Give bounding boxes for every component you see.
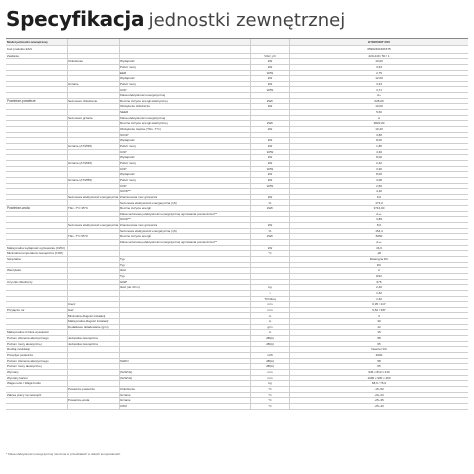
param-name: Sprężarka [7,257,21,261]
param-value: 1,62 [376,290,382,295]
param-detail: Typ [120,273,125,278]
param-unit: kW [267,172,273,177]
param-value: 3 [378,313,380,318]
param-detail: Wydajność [120,76,135,81]
param-detail: Pobór mocy [120,81,137,86]
param-value: 1,86 [376,144,382,148]
param-name: Zakres pracy na zewnątrz [7,392,42,397]
param-detail: Pobór mocy [120,144,137,148]
param-value: 2,75 [376,70,382,75]
param-value: -20 [376,251,382,256]
param-value: 12,00 [375,76,383,81]
specification-table [6,38,468,449]
param-unit: dB(A) [266,364,274,369]
param-unit: dB(A) [266,336,274,341]
param-value: 2,42 [376,160,382,165]
param-value: Rotacyjna DC [369,257,389,261]
param-detail: Roczne zużycie energii elektrycznej [120,98,168,103]
param-group: Grzanie (A7/W35) [68,144,93,148]
param-name: Maksymalna różnica wysokości [7,330,49,335]
param-detail: Klasa sezonowej efektywności energetycznej ogrzewania pomieszczeń** [120,240,217,245]
param-group: Gaz [68,307,74,312]
param-detail: Obciążenie cieplne (Tbiv -7°C) [120,127,161,132]
param-unit: dB(A) [266,341,274,346]
param-value: 5050 [375,234,383,239]
param-value: 15 [377,330,381,335]
param-detail: Roczne zużycie energii elektrycznej [120,121,168,126]
page-title [6,7,345,37]
param-unit: mm [267,302,273,307]
param-unit: kW [267,64,273,69]
code-value: 05902401601575 [367,47,391,52]
param-detail: Klasa efektywności energetycznej [120,115,166,120]
param-value: 4,40 [376,189,382,194]
param-value: 8,00 [376,138,382,143]
param-detail: (SxWxG) [120,370,133,374]
param-detail: COP [120,166,127,171]
column-divider [67,39,68,410]
param-value: R32 [376,273,382,278]
param-detail: Znamionowa moc grzewcza [120,194,158,199]
param-value: 3820,00 [373,121,385,126]
param-value: 68,6 / 76,6 [371,381,387,386]
param-value: 10,00 [375,59,383,64]
param-detail: SCOP** [120,189,131,194]
code-row [6,46,468,53]
param-unit: W/W [266,166,274,171]
param-unit: TCO2eq [264,296,276,301]
param-detail: Znamionowa moc grzewcza [120,223,158,228]
param-detail: Pobór mocy [120,64,137,69]
param-unit: kg [268,381,272,386]
param-value: 3,23 [376,81,382,86]
param-unit: °C [268,251,272,256]
param-detail: Sezonowa efektywność energetyczna (ηS) [120,228,177,233]
param-group: Ciecz [68,302,76,307]
param-unit: °C [268,403,272,408]
param-value: 220-240 / 50 / 1 [368,53,390,58]
param-value: 3,63 [376,64,382,69]
param-unit: kW [267,155,273,160]
param-name: Waga netto / Waga brutto [7,381,41,386]
param-name: Rodzaj modulacji [7,347,30,352]
param-unit: kW [267,144,273,148]
param-value: 3,71 [376,87,382,92]
param-value: 1090 x 900 x 460 [367,375,391,380]
param-unit: kWh [267,234,273,239]
param-value: 946 x 810 x 410 [368,370,390,374]
param-group: Chłodzenie [68,59,84,64]
param-unit: kWh [267,206,273,211]
param-name: Minimalna temperatura zewnętrzna (COP) [7,251,64,256]
param-detail: Typ [120,257,125,261]
param-value: A [377,115,380,120]
param-value: -25~43 [374,403,384,408]
param-unit: kW [267,245,273,250]
group-label: Powietrze-powietrze [7,98,36,103]
param-detail: Grzanie [120,398,131,403]
param-unit: kW [267,76,273,81]
param-value: 2,40 [376,285,382,290]
param-value: 5,60 [376,110,382,115]
param-detail: Wydajność [120,138,135,143]
param-unit: kW [267,160,273,165]
param-group: Minimalna długość instalacji [68,313,106,318]
param-value: 4,30 [376,149,382,154]
param-name: Wymiary [7,370,19,374]
param-value: 6,35 / 1/4" [372,302,386,307]
param-group: Sezonowo grzanie [68,115,93,120]
param-value: -20~24 [374,392,384,397]
param-group: Jednostka zewnętrzna [68,336,98,341]
param-detail: (SxWxG) [120,375,133,380]
param-value: 58 [377,336,381,341]
param-detail: Pobór mocy [120,177,137,182]
param-value: 8,00 [376,172,382,177]
param-value: A+ [377,93,381,98]
param-unit: mm [267,370,273,374]
column-divider [119,39,120,410]
param-value: 3716,00 [373,206,385,211]
param-unit: kW [267,223,273,228]
param-detail: Chłodzenie [120,386,136,391]
param-unit: kW [267,138,273,143]
param-detail: Pobór mocy [120,160,137,165]
param-value: 675 [376,279,382,284]
param-value: 3,89 [376,217,382,222]
param-unit: °C [268,386,272,391]
param-unit: kW [267,194,273,199]
column-divider [250,39,251,410]
param-detail: Obciążenie chłodnicze [120,104,151,109]
param-detail: Ilość (do 30 m) [120,285,140,290]
param-unit: m [268,313,272,318]
title-bold: Specyfikacja [6,7,145,31]
param-unit: W/W [266,87,274,92]
param-name: Zasilanie [7,53,20,58]
param-name: Przyłącze rur [7,307,25,312]
param-value: 10,00 [375,104,383,109]
param-detail: Ilość [120,268,127,273]
footnote: * Klasa efektywności energetycznej mierzona w przedziałach w niskich temperaturach. [6,452,121,456]
param-name: Poziom ciśnienia akustycznego [7,336,49,341]
param-detail: Grzanie [120,392,131,397]
param-group: Tbiv -7°C 35°C [68,206,89,211]
param-value: -15~50 [374,386,384,391]
param-unit: W/W [266,70,274,75]
param-detail: EER [120,70,127,75]
param-value: 3,80 [376,132,382,137]
param-unit: °C [268,398,272,403]
param-unit: kW [267,177,273,182]
param-name: Czynnik chłodniczy [7,279,33,284]
param-unit: W/W [266,183,274,188]
param-unit: m [268,319,272,324]
param-unit: % [268,200,272,205]
param-unit: mm [267,307,273,312]
param-name: Przepływ powietrza [7,353,33,358]
param-group: Grzanie (A7/W55) [68,177,93,182]
param-name: Poziom ciśnienia akustycznego [7,358,49,363]
param-detail: COP [120,149,127,154]
code-label: Kod produktu EAN [7,47,32,52]
param-value: 65 [377,341,381,346]
param-detail: SHRO [120,358,129,363]
param-name: Wymiary karton [7,375,28,380]
param-value: 2,60 [376,183,382,188]
param-name: Poziom mocy akustycznej [7,341,42,346]
param-value: Inwerter DC [370,347,387,352]
param-unit: kW [267,127,273,132]
param-unit: kW [267,104,273,109]
param-detail: SEER [120,110,129,115]
param-group: Maksymalna długość instalacji [68,319,109,324]
param-unit: dB(A) [266,358,274,363]
param-value: 10,40 [375,127,383,132]
param-detail: COP [120,87,127,92]
param-detail: Wydajność [120,172,135,177]
param-unit: kW [267,81,273,86]
param-detail: SCOP** [120,217,131,222]
param-unit: mm [267,375,273,380]
param-value: 9,52 / 3/8" [372,307,386,312]
title-light: jednostki zewnętrznej [148,10,346,31]
param-value: 4000 [375,353,383,358]
param-detail: GWP [120,279,128,284]
param-value: A++ [376,211,382,216]
param-group: Powietrze-powietrze [68,386,96,391]
param-detail: SCOP [120,132,129,137]
param-unit: kW [267,59,273,64]
param-group: Tbiv -7°C 55°C [68,234,89,239]
param-detail: Klasa efektywności energetycznej [120,93,166,98]
param-unit: kg [268,285,272,290]
param-value: 154,4 [375,228,383,233]
param-detail: Klasa sezonowej efektywności energetycznej ogrzewania pomieszczeń** [120,211,217,216]
param-detail: Sezonowa efektywność energetyczna (ηS) [120,200,177,205]
param-value: 1,62 [376,296,382,301]
param-unit: kWh [267,121,273,126]
param-group: Sezonowa efektywność energetyczna [68,194,119,199]
param-value: 2 [378,268,380,273]
param-unit: kWh [267,98,273,103]
param-value: 30 [377,319,381,324]
param-group: Jednostka zewnętrzna [68,341,98,346]
param-unit: V/Hz, ph [264,53,276,58]
param-group: Grzanie [68,81,79,86]
header-row [6,39,468,46]
model-value: HYDROKIT R15 [367,40,390,44]
param-value: 16,0 [376,245,382,250]
param-value: 65 [377,364,381,369]
param-value: 8,0 [376,223,382,228]
param-name: Wentylator [7,268,22,273]
param-detail: CWU [120,403,128,408]
param-unit: °C [268,392,272,397]
model-label: Model jednostki zewnętrznej [7,40,48,44]
param-value: DC [376,262,382,267]
param-name: Maksymalna wydajność ogrzewania (CWU) [7,245,65,250]
param-value: A++ [376,240,382,245]
param-value: 3,30 [376,166,382,171]
param-detail: Roczne zużycie energii [120,206,151,211]
table-row [6,404,468,410]
param-group: Sezonowa efektywność energetyczna [68,223,119,228]
param-value: 8,00 [376,155,382,160]
param-group: Sezonowo chłodzenie [68,98,98,103]
param-value: 12 [377,324,381,329]
param-value: 9,0 [376,194,382,199]
param-value: 3,08 [376,177,382,182]
param-value: -25~35 [374,398,384,403]
param-value: 58 [377,358,381,363]
param-group: Dodatkowe doładowanie (g/m) [68,324,109,329]
column-divider [289,39,290,410]
param-unit: t [269,290,271,295]
param-detail: Roczne zużycie energii [120,234,151,239]
group-label: Powietrze-woda [7,206,30,211]
param-group: Powietrze-woda [68,398,90,403]
param-name: Poziom mocy akustycznej [7,364,42,369]
param-unit: % [268,228,272,233]
param-value: 628,00 [374,98,384,103]
param-detail: Wydajność [120,59,135,64]
param-unit: m³/h [267,353,273,358]
param-detail: Wydajność [120,155,135,160]
param-detail: Typ [120,262,125,267]
param-detail: COP [120,183,127,188]
param-unit: W/W [266,149,274,154]
param-value: 173,0 [375,200,383,205]
param-unit: m [268,330,272,335]
param-unit: g/m [267,324,273,329]
param-group: Grzanie (A7/W45) [68,160,93,165]
